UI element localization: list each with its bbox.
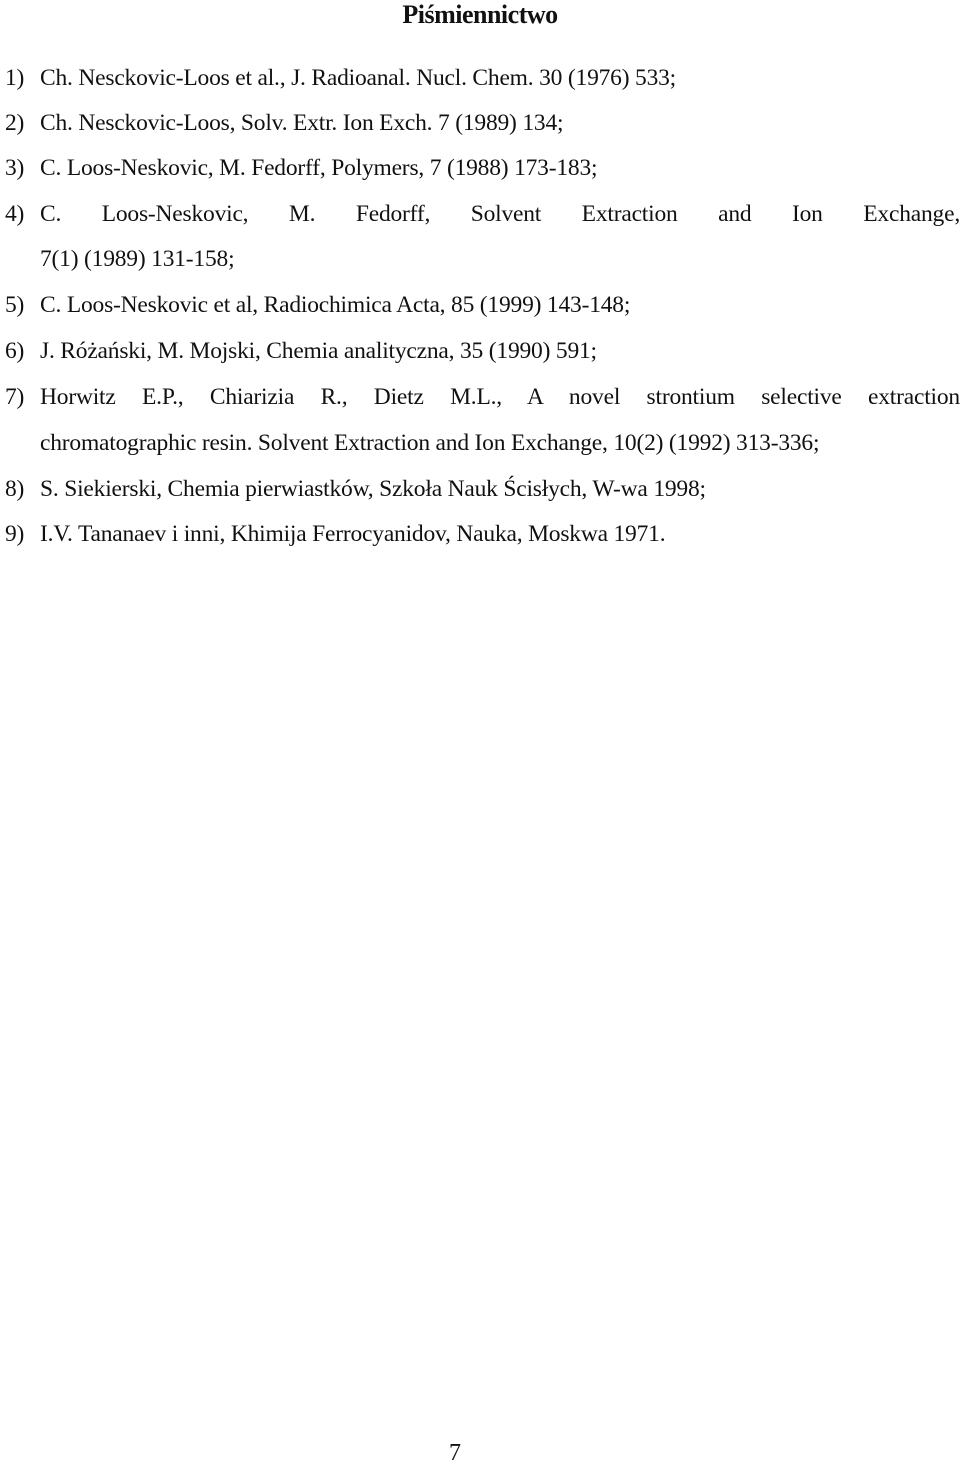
page-number: 7 bbox=[449, 1440, 461, 1466]
reference-number: 5) bbox=[5, 292, 25, 318]
reference-continuation: chromatographic resin. Solvent Extraction and Ion Exchange, 10(2) (1992) 313-336; bbox=[40, 430, 820, 456]
reference-number: 1) bbox=[5, 65, 25, 91]
reference-text: Horwitz E.P., Chiarizia R., Dietz M.L., A novel strontium selective extraction bbox=[40, 384, 960, 410]
reference-number: 2) bbox=[5, 110, 25, 136]
reference-item bbox=[5, 291, 960, 319]
reference-item bbox=[5, 337, 960, 365]
reference-item bbox=[5, 383, 960, 411]
reference-number: 9) bbox=[5, 521, 25, 547]
reference-number: 8) bbox=[5, 476, 25, 502]
reference-number: 7) bbox=[5, 384, 25, 410]
reference-text: Ch. Nesckovic-Loos, Solv. Extr. Ion Exch. 7 (1989) 134; bbox=[40, 110, 564, 136]
reference-continuation: 7(1) (1989) 131-158; bbox=[40, 246, 235, 272]
reference-text: C. Loos-Neskovic, M. Fedorff, Polymers, 7 (1988) 173-183; bbox=[40, 155, 598, 181]
reference-item bbox=[5, 64, 960, 92]
reference-text: C. Loos-Neskovic, M. Fedorff, Solvent Extraction and Ion Exchange, bbox=[40, 201, 960, 227]
reference-item bbox=[5, 154, 960, 182]
reference-item bbox=[5, 200, 960, 228]
reference-number: 4) bbox=[5, 201, 25, 227]
reference-item bbox=[5, 475, 960, 503]
reference-text: C. Loos-Neskovic et al, Radiochimica Acta, 85 (1999) 143-148; bbox=[40, 292, 631, 318]
reference-item bbox=[5, 520, 960, 548]
page-title: Piśmiennictwo bbox=[402, 0, 558, 29]
reference-text: I.V. Tananaev i inni, Khimija Ferrocyanidov, Nauka, Moskwa 1971. bbox=[40, 521, 666, 547]
reference-text: Ch. Nesckovic-Loos et al., J. Radioanal. Nucl. Chem. 30 (1976) 533; bbox=[40, 65, 676, 91]
reference-item bbox=[5, 109, 960, 137]
reference-text: J. Różański, M. Mojski, Chemia analityczna, 35 (1990) 591; bbox=[40, 338, 597, 364]
reference-number: 3) bbox=[5, 155, 25, 181]
reference-number: 6) bbox=[5, 338, 25, 364]
reference-text: S. Siekierski, Chemia pierwiastków, Szkoła Nauk Ścisłych, W-wa 1998; bbox=[40, 476, 706, 502]
